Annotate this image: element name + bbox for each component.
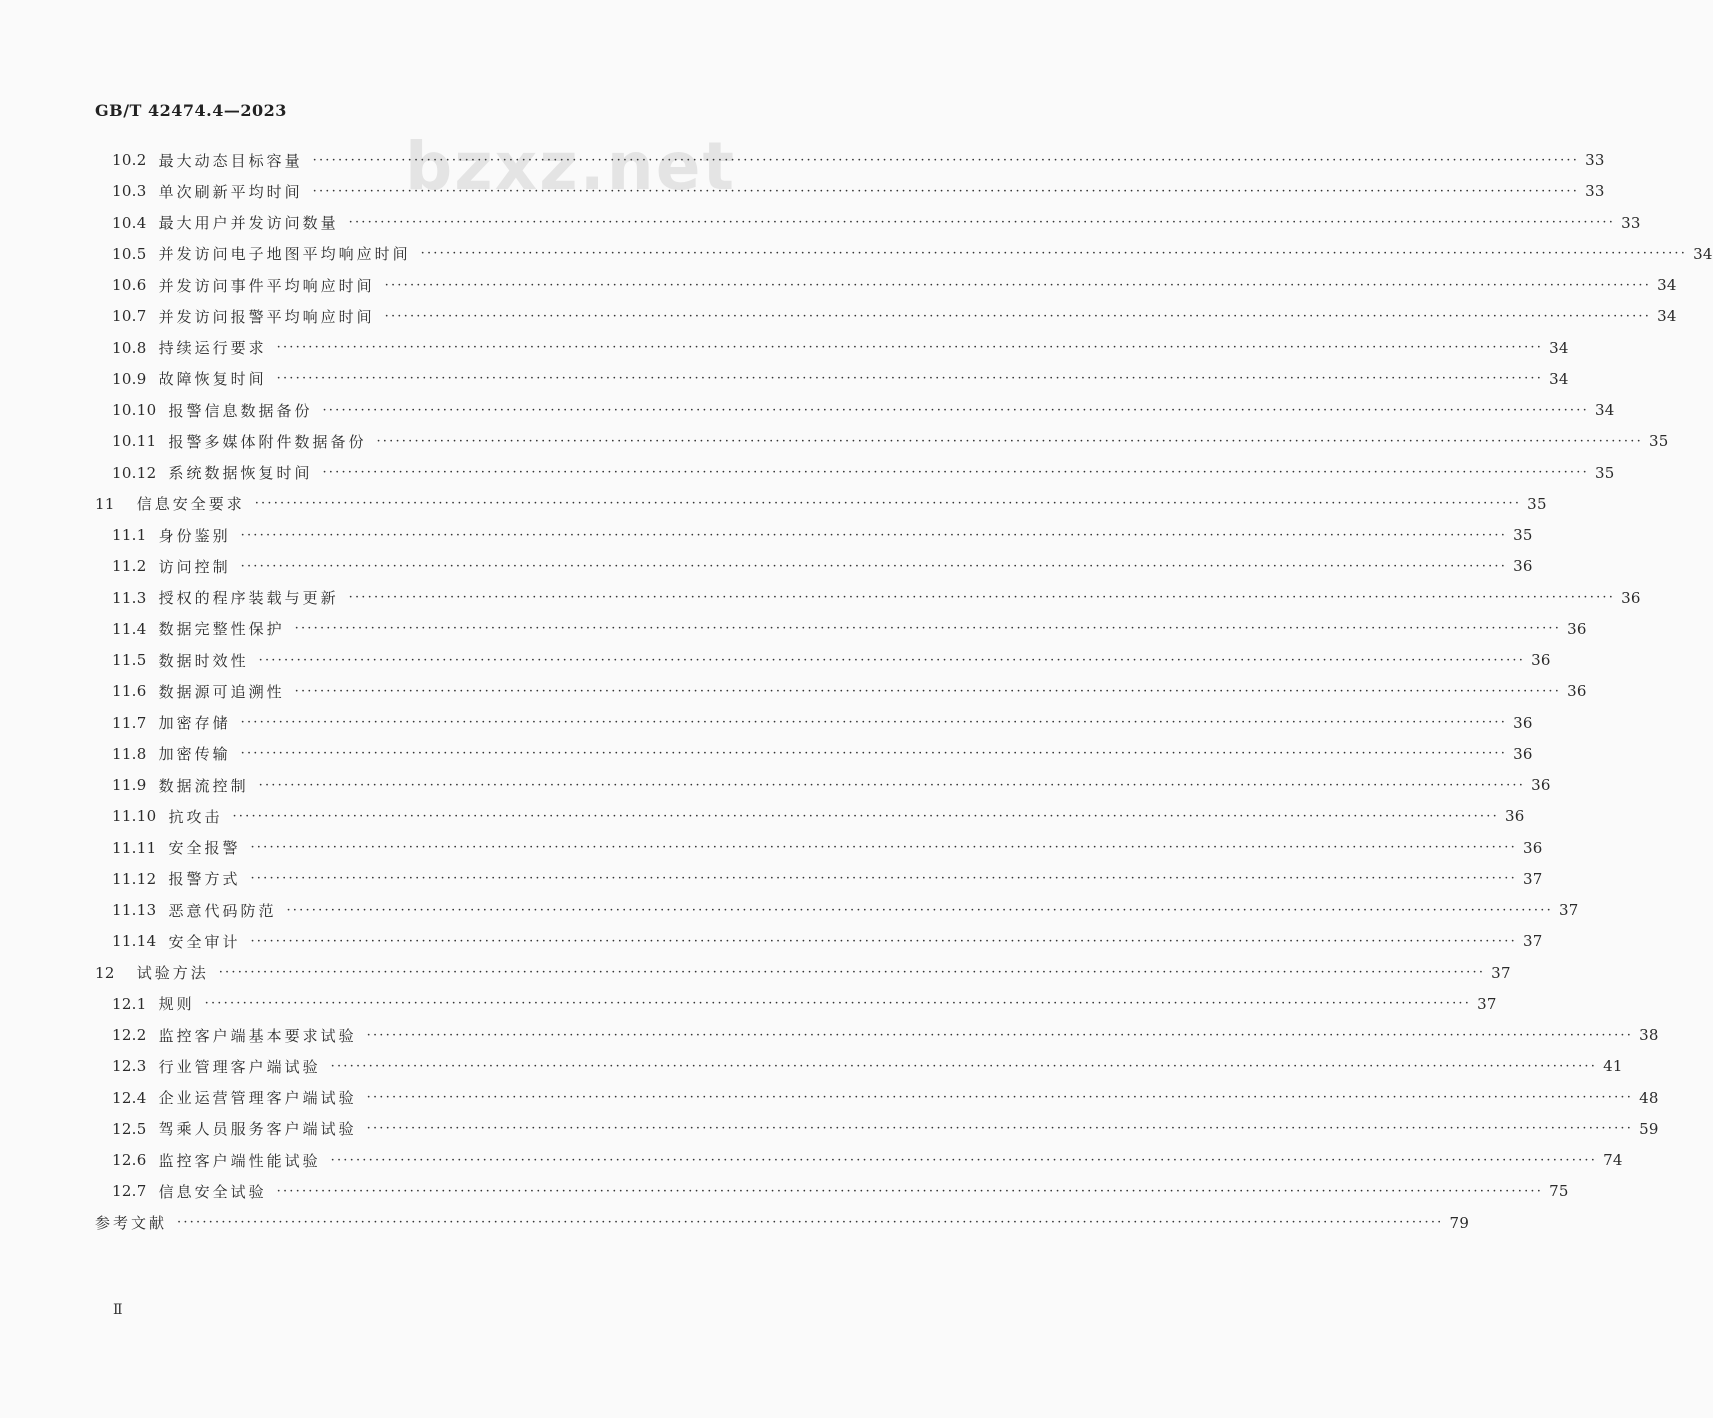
toc-entry-number: 10.2 — [112, 151, 147, 169]
toc-entry-number: 10.11 — [112, 432, 157, 451]
toc-entry — [112, 1117, 1659, 1141]
toc-entry-title: 参考文献 — [95, 1214, 168, 1232]
toc-entry-number: 10.8 — [112, 338, 147, 357]
toc-entry-page: 36 — [1513, 557, 1533, 576]
toc-entry-page: 36 — [1522, 838, 1543, 857]
toc-entry-title: 数据源可追溯性 — [158, 682, 285, 701]
toc-entry-page: 35 — [1648, 432, 1669, 451]
toc-entry-number: 12.2 — [112, 1026, 147, 1044]
toc-leader-dots: ········································································································································································································ — [366, 1027, 1634, 1043]
toc-leader-dots: ········································································································································································································ — [348, 590, 1616, 605]
toc-entry-page: 35 — [1527, 494, 1547, 513]
toc-entry-title: 监控客户端基本要求试验 — [158, 1026, 357, 1045]
toc-entry-title: 安全审计 — [168, 932, 241, 951]
toc-leader-dots: ········································································································································································································ — [177, 1215, 1444, 1230]
toc-entry-title: 数据完整性保护 — [158, 620, 285, 639]
toc-entry-number: 11.13 — [112, 901, 157, 919]
toc-entry-number: 10.3 — [112, 182, 147, 201]
toc-leader-dots: ········································································································································································································ — [258, 777, 1526, 793]
toc-entry-title: 恶意代码防范 — [168, 901, 277, 920]
toc-entry-page: 34 — [1594, 401, 1615, 419]
toc-entry-page: 79 — [1449, 1213, 1470, 1232]
toc-entry — [112, 867, 1543, 891]
toc-entry-page: 34 — [1549, 338, 1569, 357]
toc-leader-dots: ········································································································································································································ — [250, 840, 1517, 855]
toc-entry — [112, 679, 1587, 703]
toc-leader-dots: ········································································································································································································ — [250, 933, 1517, 949]
toc-entry-number: 12.4 — [112, 1088, 147, 1107]
toc-leader-dots: ········································································································································································································ — [240, 558, 1508, 574]
toc-entry-number: 11.2 — [112, 557, 147, 576]
toc-entry — [112, 367, 1569, 391]
toc-entry — [112, 461, 1615, 485]
toc-leader-dots: ········································································································································································································ — [240, 746, 1508, 762]
toc-entry — [112, 617, 1587, 641]
watermark-text: bzxz.net — [405, 128, 737, 205]
toc-leader-dots: ········································································································································································································ — [384, 308, 1652, 324]
toc-entry-title: 信息安全试验 — [158, 1182, 267, 1201]
toc-entry-title: 行业管理客户端试验 — [158, 1057, 321, 1076]
toc-leader-dots: ········································································································································································································ — [254, 496, 1522, 512]
toc-leader-dots: ········································································································································································································ — [240, 527, 1508, 543]
toc-leader-dots: ········································································································································································································ — [348, 215, 1616, 230]
toc-entry-number: 11.14 — [112, 932, 157, 951]
toc-entry-title: 信息安全要求 — [136, 495, 245, 514]
toc-entry-title: 抗攻击 — [168, 807, 223, 826]
toc-entry — [112, 398, 1615, 422]
toc-leader-dots: ········································································································································································································ — [376, 433, 1643, 449]
toc-leader-dots: ········································································································································································································ — [276, 1183, 1544, 1199]
toc-entry-title: 持续运行要求 — [158, 339, 267, 357]
toc-entry-page: 35 — [1594, 463, 1615, 482]
toc-entry-title: 加密存储 — [158, 714, 231, 732]
toc-entry-page: 36 — [1531, 651, 1551, 669]
toc-entry — [112, 554, 1533, 578]
toc-entry-title: 身份鉴别 — [158, 526, 231, 545]
toc-entry — [95, 961, 1511, 985]
toc-entry-page: 34 — [1657, 307, 1677, 326]
toc-entry — [112, 648, 1551, 672]
toc-entry — [112, 1054, 1623, 1078]
toc-entry-page: 37 — [1558, 901, 1579, 919]
toc-leader-dots: ········································································································································································································ — [218, 965, 1486, 980]
toc-entry — [112, 1179, 1569, 1203]
toc-entry-title: 最大动态目标容量 — [158, 151, 303, 170]
toc-leader-dots: ········································································································································································································ — [204, 996, 1472, 1012]
toc-entry-title: 报警方式 — [168, 870, 241, 889]
toc-entry — [112, 898, 1579, 922]
toc-entry-number: 12.3 — [112, 1057, 147, 1076]
toc-entry-number: 10.12 — [112, 463, 157, 482]
toc-entry-number: 10.10 — [112, 401, 157, 419]
toc-entry-page: 33 — [1585, 182, 1605, 201]
toc-leader-dots: ········································································································································································································ — [276, 340, 1544, 355]
toc-entry — [95, 492, 1547, 516]
toc-entry-page: 33 — [1621, 213, 1641, 232]
toc-entry — [112, 429, 1669, 453]
toc-entry-title: 安全报警 — [168, 839, 241, 857]
toc-entry — [95, 1211, 1470, 1235]
toc-entry-title: 并发访问电子地图平均响应时间 — [158, 245, 411, 264]
footer-page-number: Ⅱ — [113, 1302, 123, 1318]
toc-entry-page: 41 — [1603, 1057, 1623, 1076]
toc-entry — [112, 742, 1533, 766]
toc-leader-dots: ········································································································································································································ — [250, 871, 1517, 887]
toc-leader-dots: ········································································································································································································ — [286, 902, 1553, 918]
toc-entry-title: 系统数据恢复时间 — [168, 464, 313, 482]
toc-entry-number: 10.7 — [112, 307, 147, 326]
toc-entry — [112, 211, 1641, 235]
toc-entry-page: 33 — [1585, 151, 1605, 169]
toc-leader-dots: ········································································································································································································ — [294, 621, 1562, 637]
toc-entry-number: 11.4 — [112, 619, 147, 638]
toc-entry-number: 10.6 — [112, 276, 147, 294]
toc-entry-page: 36 — [1513, 744, 1533, 763]
toc-entry — [112, 304, 1677, 328]
toc-leader-dots: ········································································································································································································ — [240, 715, 1508, 730]
toc-entry-page: 36 — [1531, 776, 1551, 794]
toc-entry — [112, 992, 1497, 1016]
toc-entry-page: 74 — [1603, 1151, 1623, 1169]
toc-entry — [112, 1148, 1623, 1172]
toc-entry-number: 12.5 — [112, 1119, 147, 1138]
toc-entry-page: 59 — [1639, 1119, 1659, 1138]
toc-entry-title: 数据流控制 — [158, 776, 249, 795]
toc-entry-title: 访问控制 — [158, 557, 231, 576]
toc-entry — [112, 929, 1543, 953]
toc-entry-number: 12.1 — [112, 994, 147, 1013]
toc-entry-page: 36 — [1504, 807, 1525, 826]
toc-leader-dots: ········································································································································································································ — [232, 808, 1499, 824]
toc-entry-page: 37 — [1522, 869, 1543, 888]
toc-entry-number: 10.4 — [112, 213, 147, 232]
toc-leader-dots: ········································································································································································································ — [276, 371, 1544, 387]
toc-entry-number: 11.12 — [112, 869, 157, 888]
toc-entry-page: 37 — [1491, 963, 1511, 982]
toc-entry-title: 故障恢复时间 — [158, 370, 267, 389]
toc-entry-title: 驾乘人员服务客户端试验 — [158, 1120, 357, 1139]
toc-leader-dots: ········································································································································································································ — [258, 652, 1526, 668]
toc-entry — [112, 804, 1525, 828]
toc-entry-page: 37 — [1477, 994, 1497, 1013]
toc-entry-page: 36 — [1621, 588, 1641, 607]
toc-entry-number: 10.5 — [112, 244, 147, 263]
toc-entry-title: 并发访问报警平均响应时间 — [158, 307, 375, 326]
toc-entry — [112, 242, 1713, 266]
toc-entry-page: 36 — [1513, 713, 1533, 732]
toc-entry-number: 11.8 — [112, 744, 147, 763]
toc-entry-number: 11.5 — [112, 651, 147, 669]
toc-entry-number: 12 — [95, 963, 115, 982]
toc-entry-title: 企业运营管理客户端试验 — [158, 1089, 357, 1107]
toc-entry-number: 12.6 — [112, 1151, 147, 1169]
toc-entry-page: 48 — [1639, 1088, 1659, 1107]
toc-entry-title: 规则 — [158, 995, 195, 1014]
toc-entry-page: 34 — [1549, 369, 1569, 388]
toc-leader-dots: ········································································································································································································ — [312, 183, 1580, 199]
toc-entry-title: 报警信息数据备份 — [168, 401, 313, 420]
toc-entry — [112, 336, 1569, 360]
toc-leader-dots: ········································································································································································································ — [366, 1121, 1634, 1137]
toc-entry-title: 试验方法 — [136, 964, 209, 982]
toc-leader-dots: ········································································································································································································ — [330, 1058, 1598, 1074]
toc-entry — [112, 273, 1677, 297]
toc-entry-number: 11.11 — [112, 838, 157, 857]
toc-entry — [112, 1023, 1659, 1047]
toc-entry-page: 34 — [1657, 276, 1677, 294]
toc-entry-title: 单次刷新平均时间 — [158, 182, 303, 201]
toc-entry-page: 75 — [1549, 1182, 1569, 1201]
toc-leader-dots: ········································································································································································································ — [294, 683, 1562, 699]
toc-entry-page: 36 — [1567, 619, 1587, 638]
toc-entry-title: 授权的程序装载与更新 — [158, 589, 339, 607]
toc-entry — [112, 179, 1605, 203]
toc-entry-number: 11.1 — [112, 526, 147, 544]
toc-entry-number: 11.6 — [112, 682, 147, 701]
toc-entry-title: 最大用户并发访问数量 — [158, 214, 339, 232]
toc-entry-page: 35 — [1513, 526, 1533, 544]
toc-entry-number: 11.9 — [112, 776, 147, 794]
toc-entry-number: 12.7 — [112, 1182, 147, 1201]
toc-entry — [112, 586, 1641, 610]
toc-entry-number: 11.3 — [112, 588, 147, 607]
toc-entry — [112, 836, 1543, 860]
toc-entry-title: 并发访问事件平均响应时间 — [158, 276, 375, 295]
toc-entry — [112, 773, 1551, 797]
toc-leader-dots: ········································································································································································································ — [322, 465, 1589, 480]
toc-entry-page: 37 — [1522, 932, 1543, 951]
toc-entry — [112, 523, 1533, 547]
toc-entry — [112, 148, 1605, 172]
toc-entry — [112, 1086, 1659, 1110]
toc-entry-number: 10.9 — [112, 369, 147, 388]
toc-entry-title: 监控客户端性能试验 — [158, 1151, 321, 1170]
toc-entry-title: 报警多媒体附件数据备份 — [168, 432, 367, 451]
toc-entry-number: 11.10 — [112, 807, 157, 826]
toc-entry-title: 加密传输 — [158, 745, 231, 764]
toc-leader-dots: ········································································································································································································ — [420, 246, 1688, 262]
toc-entry — [112, 711, 1533, 735]
toc-entry-number: 11 — [95, 494, 115, 513]
toc-leader-dots: ········································································································································································································ — [330, 1152, 1598, 1168]
toc-leader-dots: ········································································································································································································ — [322, 402, 1589, 418]
toc-entry-title: 数据时效性 — [158, 651, 249, 670]
toc-leader-dots: ········································································································································································································ — [312, 152, 1580, 168]
toc-leader-dots: ········································································································································································································ — [366, 1090, 1634, 1105]
toc-entry-page: 38 — [1639, 1026, 1659, 1044]
toc-entry-page: 34 — [1693, 244, 1713, 263]
toc-entry-number: 11.7 — [112, 713, 147, 732]
standard-number-header: GB/T 42474.4—2023 — [95, 101, 287, 120]
toc-leader-dots: ········································································································································································································ — [384, 277, 1652, 293]
toc-entry-page: 36 — [1567, 682, 1587, 701]
